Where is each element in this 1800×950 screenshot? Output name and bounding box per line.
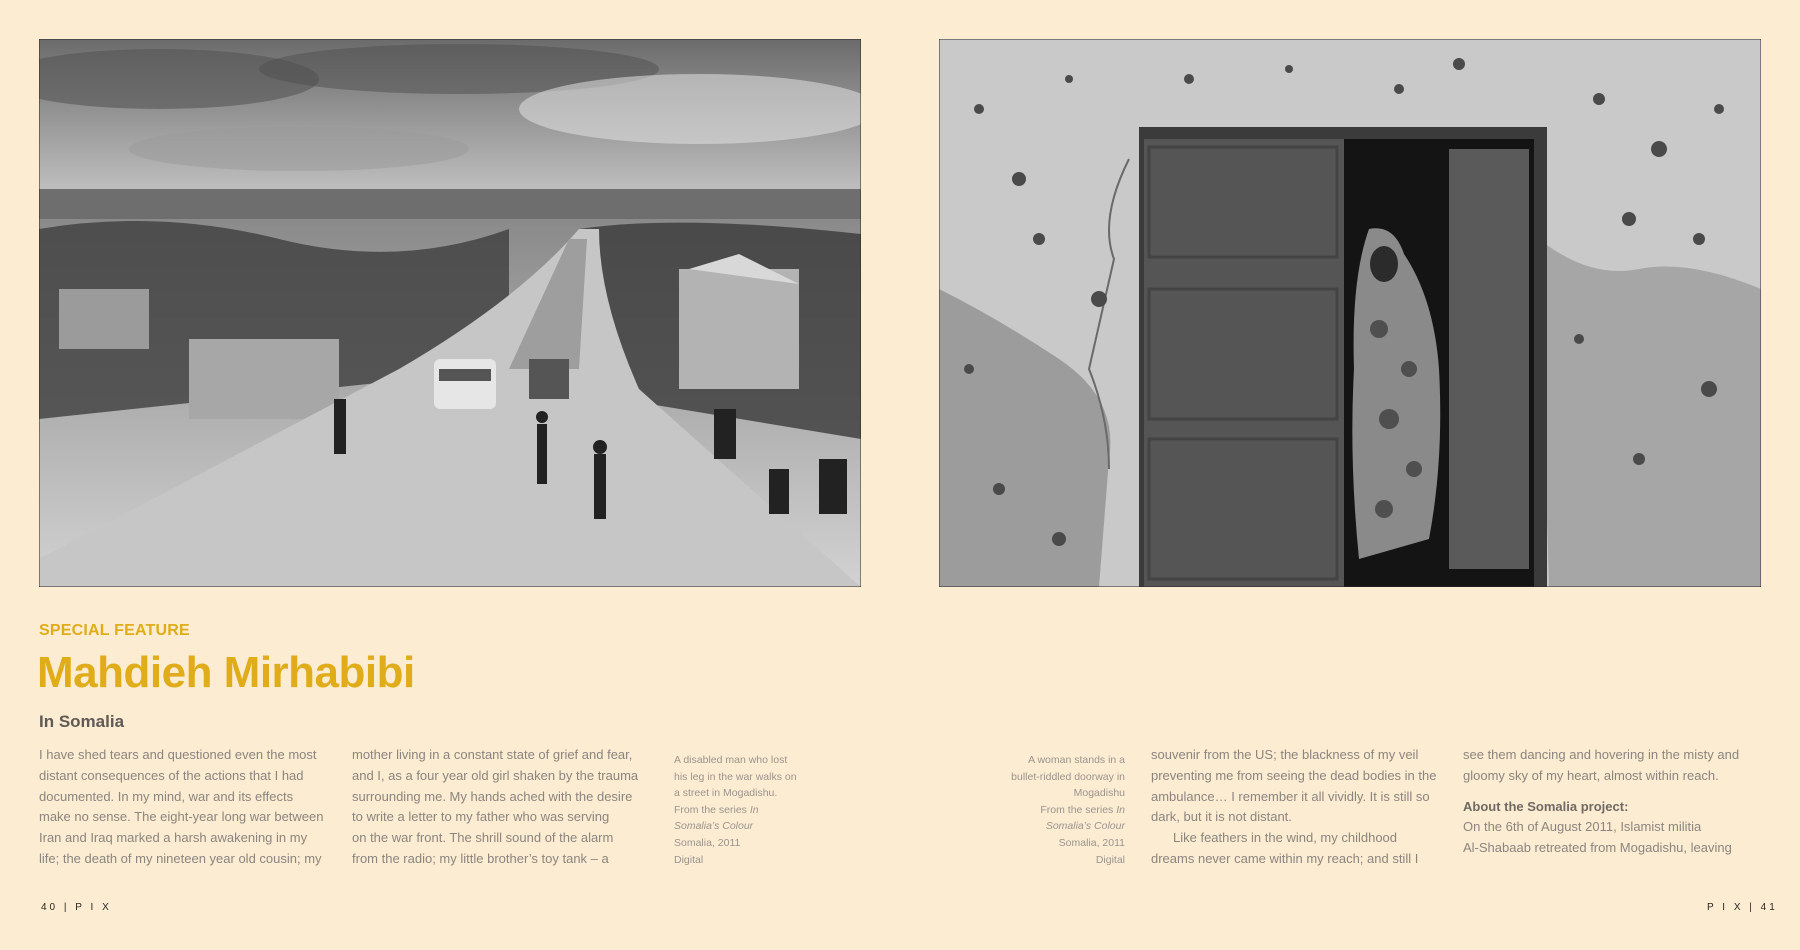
body-line: dark, but it is not distant. — [1151, 809, 1292, 825]
folio-left: 40 | P I X — [41, 902, 112, 913]
caption-series-prefix: From the series — [1040, 803, 1117, 816]
body-line: to write a letter to my father who was serving — [352, 809, 610, 825]
page-title: Mahdieh Mirhabibi — [37, 648, 415, 697]
caption-line: A disabled man who lost — [674, 754, 788, 766]
body-line: Like feathers in the wind, my childhood — [1173, 830, 1398, 846]
caption-line: Digital — [1095, 853, 1125, 866]
body-line: mother living in a constant state of grief and fear, — [352, 747, 633, 762]
body-line: souvenir from the US; the blackness of my veil — [1151, 747, 1419, 762]
body-column-4 — [1463, 745, 1773, 859]
body-line: I have shed tears and questioned even the most — [39, 747, 317, 762]
article-subtitle: In Somalia — [39, 712, 125, 731]
caption-line: A woman stands in a — [1028, 754, 1125, 766]
caption-series-title: In — [749, 803, 759, 816]
body-line: gloomy sky of my heart, almost within reach. — [1463, 767, 1719, 783]
caption-series-title: Somalia’s Colour — [674, 820, 754, 833]
caption-series-title: Somalia’s Colour — [1045, 820, 1125, 833]
body-line: and I, as a four year old girl shaken by the trauma — [352, 767, 639, 783]
body-line: dreams never came within my reach; and still I — [1151, 850, 1419, 866]
body-line: make no sense. The eight-year long war between — [39, 809, 324, 825]
caption-line: his leg in the war walks on — [674, 770, 797, 783]
body-line: ambulance… I remember it all vividly. It is still so — [1151, 788, 1430, 804]
body-line: surrounding me. My hands ached with the desire — [352, 788, 633, 804]
body-line: On the 6th of August 2011, Islamist militia — [1463, 819, 1702, 835]
body-line: life; the death of my nineteen year old cousin; my — [39, 850, 322, 866]
body-line: preventing me from seeing the dead bodies in the — [1151, 767, 1437, 783]
body-line: documented. In my mind, war and its effects — [39, 788, 294, 804]
photo-caption-left — [674, 752, 797, 868]
photo-caption-right — [985, 752, 1125, 868]
body-column-3 — [1151, 745, 1451, 870]
street-scene-image — [39, 39, 861, 587]
body-line: on the war front. The shrill sound of the alarm — [352, 830, 614, 846]
caption-line: Digital — [674, 853, 704, 866]
caption-series-prefix: From the series — [674, 803, 750, 816]
caption-line: a street in Mogadishu. — [674, 787, 778, 800]
folio-right: P I X | 41 — [1707, 902, 1778, 913]
caption-line — [674, 802, 797, 819]
caption-line: Mogadishu — [1073, 787, 1125, 800]
body-column-2 — [352, 745, 652, 870]
caption-line: Somalia, 2011 — [1058, 836, 1125, 849]
body-column-1 — [39, 745, 339, 870]
body-line: see them dancing and hovering in the misty and — [1463, 747, 1740, 762]
caption-series-title: In — [1116, 803, 1125, 816]
body-line: distant consequences of the actions that I had — [39, 767, 304, 783]
body-line: Iran and Iraq marked a harsh awakening in my — [39, 830, 308, 846]
section-kicker: SPECIAL FEATURE — [39, 622, 190, 639]
about-project-heading: About the Somalia project: — [1463, 798, 1629, 814]
caption-line — [985, 802, 1125, 819]
street-photo — [39, 39, 861, 587]
caption-line: Somalia, 2011 — [674, 836, 741, 849]
caption-line: bullet-riddled doorway in — [1011, 770, 1125, 783]
doorway-photo — [939, 39, 1761, 587]
doorway-scene-image — [939, 39, 1761, 587]
body-line: Al-Shabaab retreated from Mogadishu, leaving — [1463, 840, 1732, 856]
body-line: from the radio; my little brother’s toy tank – a — [352, 850, 609, 866]
